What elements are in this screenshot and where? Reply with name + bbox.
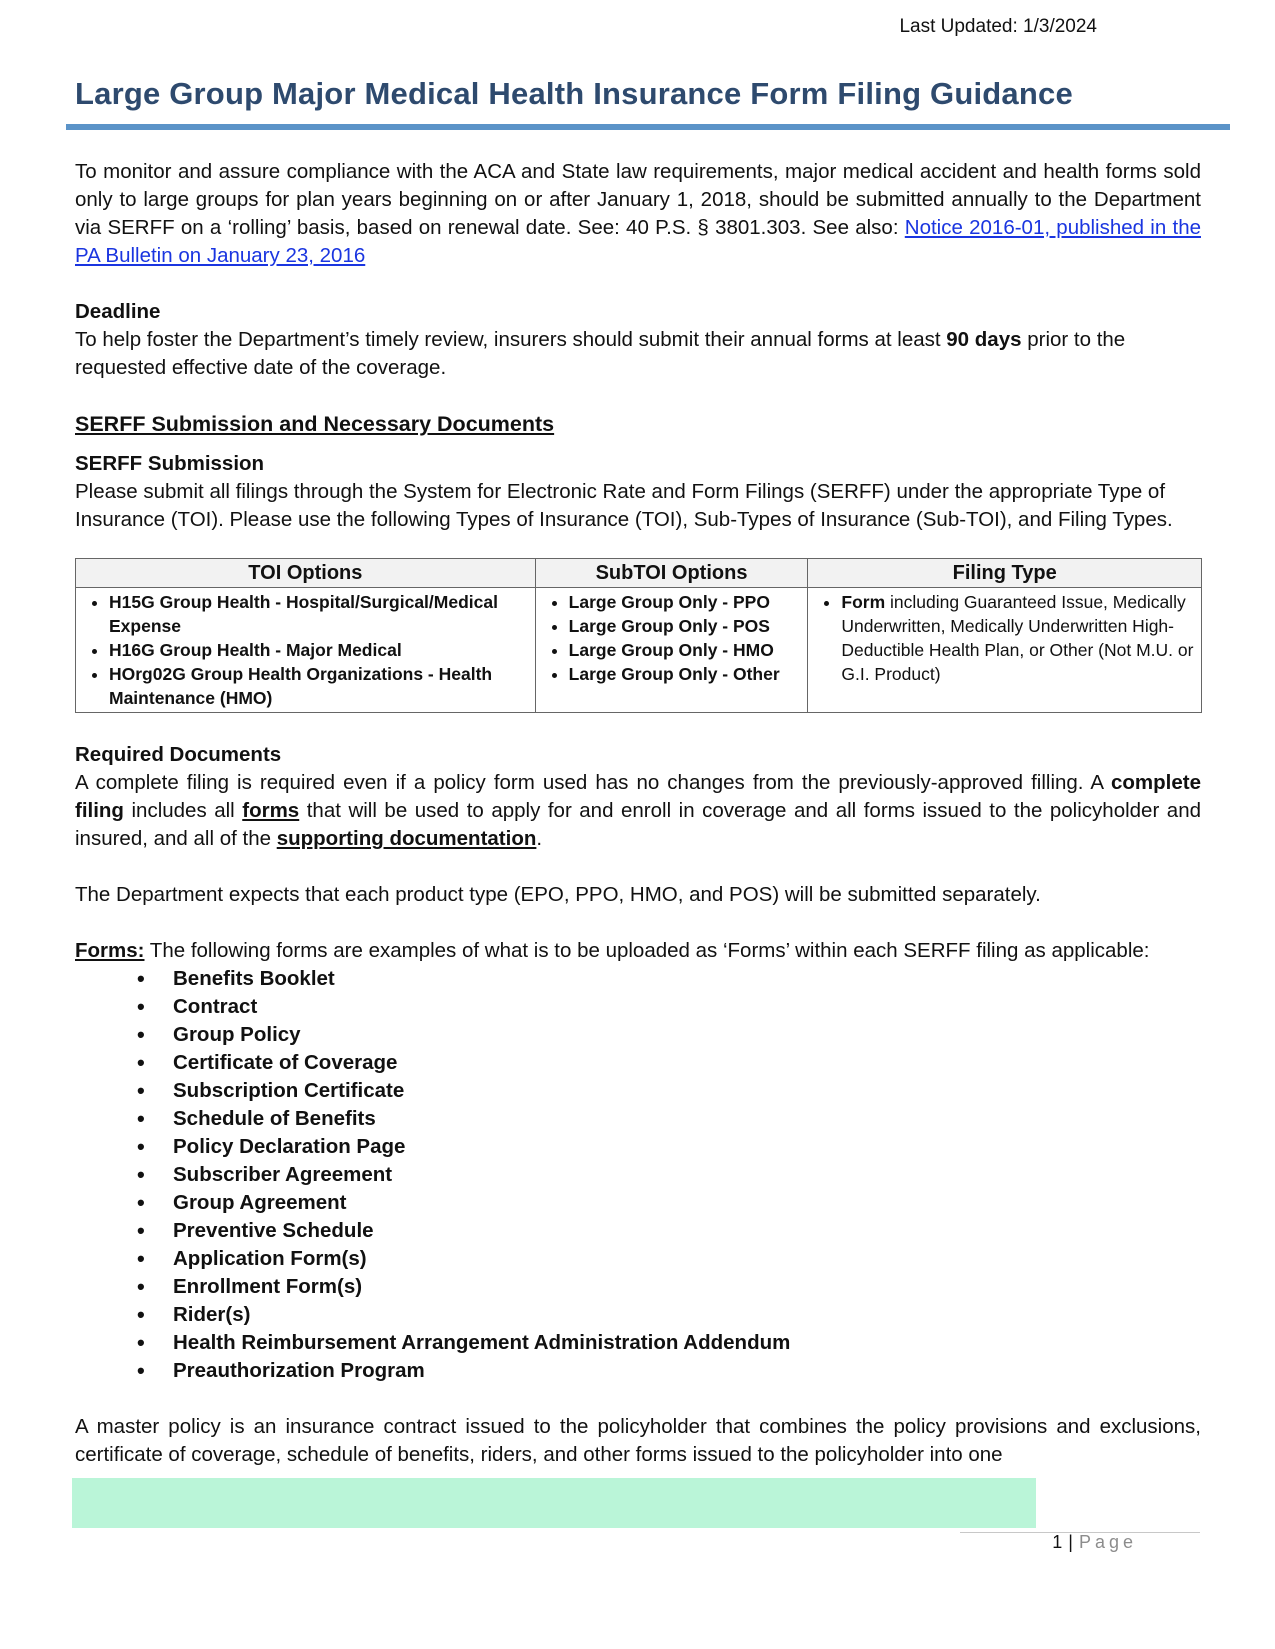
list-item: • Group Policy xyxy=(173,1021,1201,1049)
deadline-paragraph xyxy=(75,326,1201,382)
toi-options-header: TOI Options xyxy=(76,559,536,588)
title-divider xyxy=(66,124,1230,130)
list-item: • Application Form(s) xyxy=(173,1245,1201,1273)
subtoi-options-header: SubTOI Options xyxy=(535,559,808,588)
list-item: • Health Reimbursement Arrangement Administration Addendum xyxy=(173,1329,1201,1357)
forms-term: forms xyxy=(242,799,300,822)
intro-text: To monitor and assure compliance with the ACA and State law requirements, major medical accident and health forms sold only to large groups for plan years beginning on or after January 1, 2018, should be submitted annually to the Department via SERFF on a ‘rolling’ basis, based on renewal date. See: 40 P.S. § 3801.303. See also: xyxy=(75,160,1201,239)
toi-table-header-row xyxy=(76,559,1202,588)
toi-option: • H15G Group Health - Hospital/Surgical/Medical Expense xyxy=(109,590,529,638)
filing-type-cell xyxy=(808,588,1202,713)
deadline-text-after: prior to the requested effective date of the coverage. xyxy=(75,328,1126,379)
required-docs-text: that will be used to apply for and enroll in coverage and all forms issued to the policyholder and insured, and all of the xyxy=(75,799,1201,850)
toi-table-row xyxy=(76,588,1202,713)
forms-paragraph xyxy=(75,937,1201,965)
highlight-band xyxy=(72,1478,1036,1528)
forms-intro: The following forms are examples of what is to be uploaded as ‘Forms’ within each SERFF filing as applicable: xyxy=(144,939,1150,962)
toi-option: • HOrg02G Group Health Organizations - Health Maintenance (HMO) xyxy=(109,662,529,710)
toi-options-cell xyxy=(76,588,536,713)
master-policy-paragraph: A master policy is an insurance contract issued to the policyholder that combines the policy provisions and exclusions, certificate of coverage, schedule of benefits, riders, and other forms issued to the policyholder into one xyxy=(75,1415,1201,1466)
list-item: • Subscription Certificate xyxy=(173,1077,1201,1105)
subtoi-option: • Large Group Only - HMO xyxy=(569,638,802,662)
filing-type-text: including Guaranteed Issue, Medically Underwritten, Medically Underwritten High-Deductible Health Plan, or Other (Not M.U. or G.I. Product) xyxy=(841,592,1194,684)
filing-type-header: Filing Type xyxy=(808,559,1202,588)
filing-type-bold: Form xyxy=(841,592,886,612)
page-footer xyxy=(1052,1532,1137,1553)
product-type-paragraph: The Department expects that each product type (EPO, PPO, HMO, and POS) will be submitted separately. xyxy=(75,883,1041,906)
document-body xyxy=(75,158,1201,1469)
complete-filing-term: complete filing xyxy=(75,771,1201,822)
serff-paragraph: Please submit all filings through the System for Electronic Rate and Form Filings (SERFF) under the appropriate Type of Insurance (TOI). Please use the following Types of Insurance (TOI), Sub-Types of Insurance (Sub-TOI), and Filing Types. xyxy=(75,480,1173,531)
subtoi-options-cell xyxy=(535,588,808,713)
deadline-heading: Deadline xyxy=(75,300,161,323)
list-item: • Certificate of Coverage xyxy=(173,1049,1201,1077)
toi-option: • H16G Group Health - Major Medical xyxy=(109,638,529,662)
list-item: • Preventive Schedule xyxy=(173,1217,1201,1245)
required-docs-text: A complete filing is required even if a policy form used has no changes from the previously-approved filling. A xyxy=(75,771,1111,794)
serff-subheading: SERFF Submission xyxy=(75,452,265,475)
list-item: • Group Agreement xyxy=(173,1189,1201,1217)
list-item: • Enrollment Form(s) xyxy=(173,1273,1201,1301)
page-number: 1 xyxy=(1052,1532,1063,1552)
required-documents-paragraph xyxy=(75,769,1201,853)
toi-table xyxy=(75,558,1202,713)
subtoi-option: • Large Group Only - POS xyxy=(569,614,802,638)
list-item: • Schedule of Benefits xyxy=(173,1105,1201,1133)
filing-type-item xyxy=(841,590,1195,686)
subtoi-option: • Large Group Only - PPO xyxy=(569,590,802,614)
required-documents-heading: Required Documents xyxy=(75,743,282,766)
subtoi-option: • Large Group Only - Other xyxy=(569,662,802,686)
required-docs-text: includes all xyxy=(123,799,243,822)
deadline-text-before: To help foster the Department’s timely review, insurers should submit their annual forms at least xyxy=(75,328,947,351)
deadline-emphasis: 90 days xyxy=(946,328,1022,351)
forms-label: Forms: xyxy=(75,939,145,962)
list-item: • Contract xyxy=(173,993,1201,1021)
list-item: • Rider(s) xyxy=(173,1301,1201,1329)
forms-list xyxy=(75,965,1201,1385)
serff-section-heading: SERFF Submission and Necessary Documents xyxy=(75,412,555,436)
last-updated-date: Last Updated: 1/3/2024 xyxy=(899,16,1097,37)
page-title: Large Group Major Medical Health Insurance Form Filing Guidance xyxy=(75,76,1073,111)
footer-separator: | xyxy=(1068,1532,1073,1552)
list-item: • Benefits Booklet xyxy=(173,965,1201,993)
supporting-documentation-term: supporting documentation xyxy=(276,827,537,850)
required-docs-text: . xyxy=(536,827,543,850)
list-item: • Policy Declaration Page xyxy=(173,1133,1201,1161)
notice-link[interactable]: Notice 2016-01, published in the PA Bulletin on January 23, 2016 xyxy=(75,216,1201,267)
list-item: • Preauthorization Program xyxy=(173,1357,1201,1385)
intro-paragraph xyxy=(75,158,1201,270)
page-label: Page xyxy=(1078,1532,1137,1552)
list-item: • Subscriber Agreement xyxy=(173,1161,1201,1189)
